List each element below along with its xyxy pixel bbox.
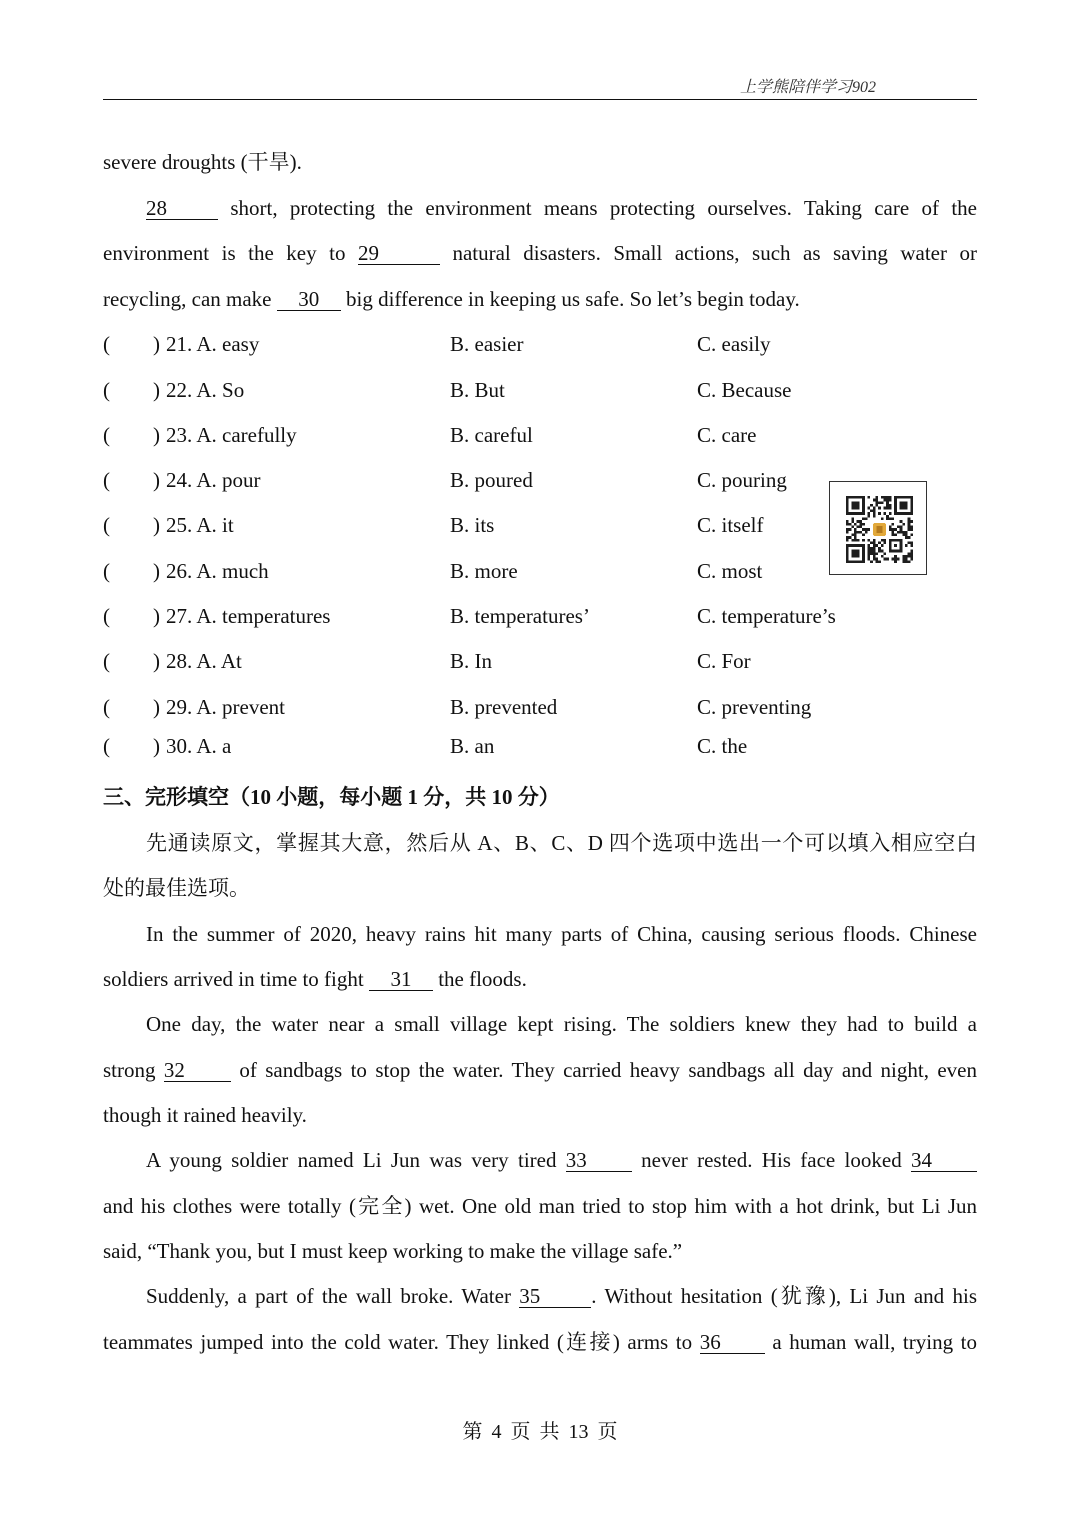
passage-text: a human wall, trying to	[772, 1330, 977, 1354]
question-number: 28.	[166, 649, 193, 673]
answer-bracket-open: (	[103, 423, 110, 447]
passage-text: environment is the key to	[103, 241, 346, 265]
blank-30: 30	[277, 288, 341, 311]
answer-bracket-close: )	[153, 513, 160, 537]
question-stem	[166, 503, 234, 548]
option-a: A. temperatures	[196, 604, 331, 628]
option-a: A. much	[196, 559, 269, 583]
option-a: A. a	[196, 734, 232, 758]
passage-text: natural disasters. Small actions, such as saving water or	[452, 241, 977, 265]
answer-bracket-close: )	[153, 695, 160, 719]
answer-bracket-open: (	[103, 695, 110, 719]
option-a: A. easy	[196, 332, 260, 356]
answer-bracket-open: (	[103, 378, 110, 402]
option-c: C. pouring	[697, 468, 787, 492]
option-b: B. poured	[450, 468, 533, 492]
option-c: C. care	[697, 423, 757, 447]
answer-bracket-close: )	[153, 378, 160, 402]
option-c: C. itself	[697, 513, 764, 537]
answer-bracket-close: )	[153, 332, 160, 356]
passage-line	[103, 1274, 977, 1319]
passage-line: though it rained heavily.	[103, 1103, 307, 1127]
answer-bracket-close: )	[153, 604, 160, 628]
question-number: 24.	[166, 468, 193, 492]
option-c: C. the	[697, 734, 748, 758]
passage-text: recycling, can make	[103, 287, 272, 311]
question-number: 21.	[166, 332, 193, 356]
blank-29: 29	[358, 242, 440, 265]
passage-text: big difference in keeping us safe. So let’s begin today.	[346, 287, 800, 311]
option-c: C. preventing	[697, 695, 812, 719]
blank-32: 32	[164, 1059, 231, 1082]
option-a: A. prevent	[196, 695, 285, 719]
blank-28: 28	[146, 197, 218, 220]
answer-bracket-close: )	[153, 734, 160, 758]
passage-line: In the summer of 2020, heavy rains hit many parts of China, causing serious floods. Chinese	[146, 922, 977, 946]
option-b: B. In	[450, 649, 492, 673]
answer-bracket-close: )	[153, 559, 160, 583]
passage-line	[103, 1138, 977, 1183]
question-row	[103, 639, 977, 684]
question-number: 22.	[166, 378, 193, 402]
passage-text: short, protecting the environment means protecting ourselves. Taking care of the	[230, 196, 977, 220]
passage-line	[103, 957, 977, 1002]
answer-bracket-open: (	[103, 332, 110, 356]
passage-text: of sandbags to stop the water. They carried heavy sandbags all day and night, even	[239, 1058, 978, 1082]
option-c: C. For	[697, 649, 751, 673]
question-stem	[166, 368, 244, 413]
option-c: C. Because	[697, 378, 792, 402]
question-stem	[166, 413, 297, 458]
passage-text: strong	[103, 1058, 156, 1082]
question-row	[103, 724, 977, 769]
answer-bracket-close: )	[153, 468, 160, 492]
answer-bracket-open: (	[103, 468, 110, 492]
option-b: B. prevented	[450, 695, 558, 719]
blank-34: 34	[911, 1149, 977, 1172]
passage-text: never rested. His face looked	[641, 1148, 902, 1172]
question-stem	[166, 724, 231, 769]
blank-31: 31	[369, 968, 433, 991]
question-number: 29.	[166, 695, 193, 719]
answer-bracket-close: )	[153, 649, 160, 673]
passage-line: said, “Thank you, but I must keep working to make the village safe.”	[103, 1239, 683, 1263]
answer-bracket-open: (	[103, 734, 110, 758]
question-row	[103, 322, 977, 367]
passage-line: and his clothes were totally (完全) wet. One old man tried to stop him with a hot drink, but Li Jun	[103, 1194, 977, 1218]
passage-text: . Without hesitation (犹豫), Li Jun and his	[591, 1284, 978, 1308]
passage-text: A young soldier named Li Jun was very tired	[146, 1148, 557, 1172]
qr-logo-mark-icon	[876, 526, 882, 533]
question-stem	[166, 639, 242, 684]
question-number: 30.	[166, 734, 193, 758]
section-heading: 三、完形填空（10 小题，每小题 1 分，共 10 分）	[103, 785, 560, 809]
passage-text: soldiers arrived in time to fight	[103, 967, 364, 991]
header-divider	[103, 99, 977, 100]
instruction-line: 先通读原文，掌握其大意，然后从 A、B、C、D 四个选项中选出一个可以填入相应空白	[146, 831, 977, 855]
passage-line	[103, 1320, 977, 1365]
option-b: B. careful	[450, 423, 533, 447]
question-number: 27.	[166, 604, 193, 628]
page-number-footer: 第 4 页 共 13 页	[462, 1421, 618, 1443]
option-a: A. carefully	[196, 423, 297, 447]
answer-bracket-open: (	[103, 604, 110, 628]
option-b: B. its	[450, 513, 495, 537]
answer-bracket-open: (	[103, 649, 110, 673]
option-c: C. temperature’s	[697, 604, 836, 628]
option-c: C. easily	[697, 332, 771, 356]
option-a: A. At	[196, 649, 242, 673]
answer-bracket-open: (	[103, 559, 110, 583]
option-b: B. But	[450, 378, 505, 402]
header-title: 上学熊陪伴学习902	[740, 79, 877, 96]
passage-text: teammates jumped into the cold water. They linked (连接) arms to	[103, 1330, 693, 1354]
question-row	[103, 594, 977, 639]
option-a: A. it	[196, 513, 234, 537]
passage-text: the floods.	[438, 967, 527, 991]
question-number: 26.	[166, 559, 193, 583]
qr-code	[846, 496, 913, 563]
option-b: B. easier	[450, 332, 524, 356]
instruction-line: 处的最佳选项。	[103, 876, 250, 900]
answer-bracket-open: (	[103, 513, 110, 537]
passage-text: Suddenly, a part of the wall broke. Water	[146, 1284, 511, 1308]
question-stem	[166, 549, 269, 594]
passage-line	[103, 186, 977, 231]
question-row	[103, 413, 977, 458]
question-number: 23.	[166, 423, 193, 447]
blank-33: 33	[566, 1149, 632, 1172]
answer-bracket-close: )	[153, 423, 160, 447]
question-stem	[166, 594, 330, 639]
question-number: 25.	[166, 513, 193, 537]
blank-36: 36	[700, 1331, 765, 1354]
blank-35: 35	[519, 1285, 591, 1308]
qr-code-frame	[829, 481, 927, 575]
passage-line	[103, 231, 977, 276]
question-stem	[166, 322, 259, 367]
option-b: B. an	[450, 734, 495, 758]
option-b: B. more	[450, 559, 518, 583]
option-a: A. So	[196, 378, 245, 402]
option-b: B. temperatures’	[450, 604, 590, 628]
question-row	[103, 368, 977, 413]
passage-line	[103, 277, 977, 322]
option-c: C. most	[697, 559, 763, 583]
passage-line: severe droughts (干旱).	[103, 150, 302, 174]
option-a: A. pour	[196, 468, 261, 492]
passage-line	[103, 1048, 977, 1093]
question-stem	[166, 458, 261, 503]
passage-line: One day, the water near a small village kept rising. The soldiers knew they had to build a	[146, 1012, 977, 1036]
